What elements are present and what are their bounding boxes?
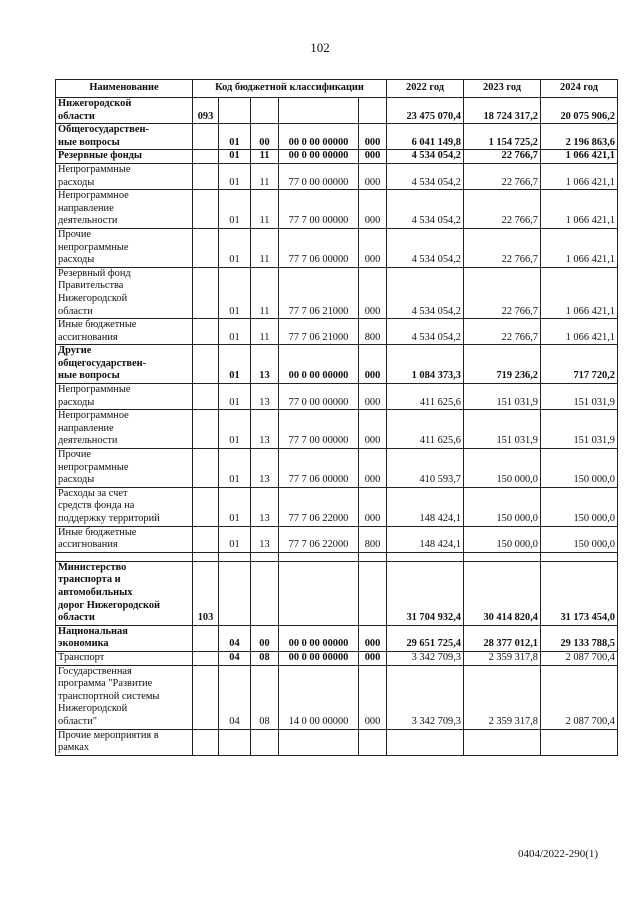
cell-subsection: 13: [251, 345, 279, 384]
cell-target-article: [279, 561, 359, 625]
cell-2024: 150 000,0: [541, 449, 618, 488]
cell-name-line: Государственная: [58, 665, 132, 677]
cell-name-line: Резервный фонд: [58, 267, 131, 279]
cell-subsection: [251, 729, 279, 755]
cell-target-article: [279, 729, 359, 755]
table-row: [56, 665, 618, 729]
cell-2023: 18 724 317,2: [464, 98, 541, 124]
cell-name-line: поддержку территорий: [58, 513, 160, 524]
cell-name-line: Непрограммные: [58, 163, 131, 175]
cell-name: [56, 526, 193, 552]
cell-name-line: непрограммные: [58, 241, 129, 253]
cell-name-line: Расходы за счет: [58, 487, 128, 499]
cell-section: 01: [219, 410, 251, 449]
cell-2022: 23 475 070,4: [387, 98, 464, 124]
cell-expense-type: [359, 552, 387, 561]
cell-expense-type: 000: [359, 190, 387, 229]
table-row: [56, 267, 618, 318]
cell-name: [56, 552, 193, 561]
table-row: [56, 150, 618, 164]
cell-target-article: 00 0 00 00000: [279, 651, 359, 665]
cell-ministry-code: [193, 345, 219, 384]
cell-section: 01: [219, 124, 251, 150]
cell-2022: 1 084 373,3: [387, 345, 464, 384]
table-row: [56, 449, 618, 488]
cell-name-line: Правительства: [58, 280, 124, 292]
cell-expense-type: 000: [359, 449, 387, 488]
cell-target-article: 77 0 00 00000: [279, 384, 359, 410]
cell-2023: 151 031,9: [464, 384, 541, 410]
cell-2023: 2 359 317,8: [464, 651, 541, 665]
cell-name-line: Общегосударствен-: [58, 124, 149, 136]
cell-expense-type: 000: [359, 651, 387, 665]
cell-section: 01: [219, 150, 251, 164]
cell-ministry-code: [193, 384, 219, 410]
cell-ministry-code: [193, 267, 219, 318]
table-row: [56, 410, 618, 449]
cell-2024: 151 031,9: [541, 384, 618, 410]
cell-ministry-code: [193, 150, 219, 164]
cell-subsection: 00: [251, 625, 279, 651]
cell-2023: 22 766,7: [464, 267, 541, 318]
table-row: [56, 526, 618, 552]
cell-name-line: расходы: [58, 474, 95, 486]
cell-name: [56, 729, 193, 755]
cell-section: [219, 729, 251, 755]
cell-2024: 717 720,2: [541, 345, 618, 384]
cell-section: 01: [219, 190, 251, 229]
cell-subsection: 11: [251, 163, 279, 189]
header-2022: 2022 год: [387, 80, 464, 98]
cell-ministry-code: [193, 487, 219, 526]
cell-2023: [464, 552, 541, 561]
cell-name: [56, 319, 193, 345]
table-row: [56, 124, 618, 150]
cell-name-line: дорог Нижегородской: [58, 599, 161, 611]
cell-2024: 1 066 421,1: [541, 319, 618, 345]
cell-2024: 151 031,9: [541, 410, 618, 449]
budget-table: [55, 79, 618, 756]
cell-ministry-code: [193, 665, 219, 729]
cell-name-line: Прочие мероприятия в: [58, 729, 159, 741]
page-number: 102: [310, 40, 330, 55]
cell-name-line: непрограммные: [58, 461, 129, 473]
cell-target-article: 77 7 06 00000: [279, 449, 359, 488]
table-row: [56, 561, 618, 625]
cell-expense-type: 000: [359, 384, 387, 410]
cell-subsection: 11: [251, 267, 279, 318]
cell-name-line: Прочие: [58, 228, 92, 240]
cell-section: 01: [219, 345, 251, 384]
cell-subsection: 08: [251, 665, 279, 729]
cell-2023: 22 766,7: [464, 163, 541, 189]
header-classification: Код бюджетной классификации: [193, 80, 387, 98]
cell-name-line: Иные бюджетные: [58, 526, 137, 538]
cell-name: [56, 651, 193, 665]
cell-name-line: программа "Развитие: [58, 678, 153, 690]
cell-name: [56, 384, 193, 410]
cell-2022: 6 041 149,8: [387, 124, 464, 150]
cell-target-article: 77 7 06 00000: [279, 228, 359, 267]
table-row: [56, 228, 618, 267]
cell-target-article: [279, 98, 359, 124]
cell-2022: 29 651 725,4: [387, 625, 464, 651]
cell-section: 01: [219, 487, 251, 526]
cell-expense-type: [359, 729, 387, 755]
cell-name: [56, 124, 193, 150]
cell-name: [56, 190, 193, 229]
cell-target-article: 00 0 00 00000: [279, 625, 359, 651]
cell-name-line: Непрограммное: [58, 410, 129, 422]
cell-2022: 4 534 054,2: [387, 319, 464, 345]
cell-ministry-code: [193, 552, 219, 561]
cell-name-line: ассигнования: [58, 539, 118, 551]
cell-2022: 31 704 932,4: [387, 561, 464, 625]
cell-2024: 150 000,0: [541, 487, 618, 526]
cell-target-article: 77 7 06 21000: [279, 319, 359, 345]
cell-ministry-code: [193, 319, 219, 345]
table-row: [56, 651, 618, 665]
cell-name: [56, 487, 193, 526]
cell-target-article: 14 0 00 00000: [279, 665, 359, 729]
cell-2022: 3 342 709,3: [387, 651, 464, 665]
table-row: [56, 384, 618, 410]
cell-2022: 4 534 054,2: [387, 228, 464, 267]
cell-2023: 22 766,7: [464, 190, 541, 229]
cell-name-line: направление: [58, 422, 114, 434]
cell-name-line: расходы: [58, 176, 95, 188]
header-name: Наименование: [56, 80, 193, 98]
cell-subsection: 11: [251, 319, 279, 345]
cell-2023: 22 766,7: [464, 228, 541, 267]
cell-2023: 150 000,0: [464, 526, 541, 552]
cell-ministry-code: [193, 625, 219, 651]
cell-section: 01: [219, 526, 251, 552]
cell-name-line: Транспорт: [58, 651, 105, 663]
cell-name-line: Министерство: [58, 561, 127, 573]
cell-2023: 22 766,7: [464, 150, 541, 164]
cell-ministry-code: [193, 449, 219, 488]
cell-name-line: экономика: [58, 638, 109, 650]
cell-section: 01: [219, 319, 251, 345]
cell-subsection: 11: [251, 150, 279, 164]
cell-subsection: [251, 561, 279, 625]
cell-section: 01: [219, 267, 251, 318]
cell-name-line: направление: [58, 202, 114, 214]
cell-subsection: 13: [251, 526, 279, 552]
cell-ministry-code: [193, 526, 219, 552]
cell-section: 01: [219, 228, 251, 267]
cell-2024: 29 133 788,5: [541, 625, 618, 651]
cell-subsection: 08: [251, 651, 279, 665]
cell-name-line: ные вопросы: [58, 136, 120, 148]
cell-2022: 4 534 054,2: [387, 150, 464, 164]
cell-section: [219, 552, 251, 561]
cell-name-line: области": [58, 715, 97, 727]
cell-name-line: Резервные фонды: [58, 150, 143, 162]
cell-2024: 2 087 700,4: [541, 651, 618, 665]
cell-target-article: 77 7 06 21000: [279, 267, 359, 318]
cell-2022: 410 593,7: [387, 449, 464, 488]
cell-2022: 4 534 054,2: [387, 267, 464, 318]
cell-target-article: 00 0 00 00000: [279, 345, 359, 384]
table-row: [56, 487, 618, 526]
cell-expense-type: 800: [359, 526, 387, 552]
cell-section: 01: [219, 163, 251, 189]
cell-2022: 4 534 054,2: [387, 163, 464, 189]
cell-target-article: 77 0 00 00000: [279, 163, 359, 189]
cell-name-line: ные вопросы: [58, 370, 120, 382]
cell-subsection: 11: [251, 190, 279, 229]
cell-name: [56, 561, 193, 625]
cell-name: [56, 410, 193, 449]
cell-name-line: расходы: [58, 396, 95, 408]
cell-2023: 30 414 820,4: [464, 561, 541, 625]
cell-ministry-code: [193, 651, 219, 665]
cell-section: 01: [219, 384, 251, 410]
cell-2022: 148 424,1: [387, 487, 464, 526]
cell-2024: 1 066 421,1: [541, 150, 618, 164]
cell-name: [56, 98, 193, 124]
cell-2024: [541, 729, 618, 755]
cell-2022: 148 424,1: [387, 526, 464, 552]
table-row: [56, 98, 618, 124]
cell-2023: 1 154 725,2: [464, 124, 541, 150]
cell-name-line: автомобильных: [58, 586, 133, 598]
cell-name: [56, 625, 193, 651]
footer-document-code: 0404/2022-290(1): [518, 848, 599, 860]
cell-section: 04: [219, 665, 251, 729]
table-row: [56, 345, 618, 384]
cell-2024: 1 066 421,1: [541, 267, 618, 318]
cell-name-line: транспорта и: [58, 574, 121, 586]
cell-expense-type: 000: [359, 410, 387, 449]
cell-2023: 150 000,0: [464, 449, 541, 488]
cell-name-line: расходы: [58, 254, 95, 266]
cell-ministry-code: [193, 124, 219, 150]
cell-2022: 4 534 054,2: [387, 190, 464, 229]
cell-target-article: 77 7 00 00000: [279, 190, 359, 229]
cell-2023: 150 000,0: [464, 487, 541, 526]
cell-2023: 2 359 317,8: [464, 665, 541, 729]
cell-section: 04: [219, 651, 251, 665]
cell-2022: 411 625,6: [387, 384, 464, 410]
cell-ministry-code: [193, 729, 219, 755]
cell-subsection: [251, 98, 279, 124]
cell-2024: 20 075 906,2: [541, 98, 618, 124]
table-body: [56, 98, 618, 756]
cell-2024: 150 000,0: [541, 526, 618, 552]
cell-name-line: Непрограммное: [58, 190, 129, 202]
header-2023: 2023 год: [464, 80, 541, 98]
cell-subsection: [251, 552, 279, 561]
cell-section: 04: [219, 625, 251, 651]
cell-expense-type: 800: [359, 319, 387, 345]
cell-2024: 1 066 421,1: [541, 228, 618, 267]
cell-subsection: 13: [251, 449, 279, 488]
cell-expense-type: 000: [359, 625, 387, 651]
header-2024: 2024 год: [541, 80, 618, 98]
cell-2024: 2 087 700,4: [541, 665, 618, 729]
cell-2023: 151 031,9: [464, 410, 541, 449]
cell-name: [56, 163, 193, 189]
cell-2023: 719 236,2: [464, 345, 541, 384]
cell-name-line: Нижегородской: [58, 98, 132, 109]
cell-section: 01: [219, 449, 251, 488]
cell-name: [56, 150, 193, 164]
cell-name: [56, 665, 193, 729]
cell-name-line: Нижегородской: [58, 703, 128, 715]
cell-ministry-code: [193, 190, 219, 229]
cell-expense-type: 000: [359, 150, 387, 164]
cell-name-line: области: [58, 305, 93, 317]
cell-2024: [541, 552, 618, 561]
cell-name-line: Национальная: [58, 625, 128, 637]
cell-2022: [387, 552, 464, 561]
cell-2024: 31 173 454,0: [541, 561, 618, 625]
cell-2023: 28 377 012,1: [464, 625, 541, 651]
cell-name: [56, 345, 193, 384]
cell-expense-type: 000: [359, 124, 387, 150]
table-row: [56, 729, 618, 755]
cell-name-line: средств фонда на: [58, 500, 135, 512]
cell-expense-type: [359, 561, 387, 625]
cell-ministry-code: [193, 228, 219, 267]
cell-section: [219, 561, 251, 625]
cell-name-line: рамках: [58, 742, 90, 754]
cell-ministry-code: [193, 410, 219, 449]
cell-name-line: транспортной системы: [58, 690, 160, 702]
cell-2023: 22 766,7: [464, 319, 541, 345]
table-row: [56, 163, 618, 189]
cell-name-line: общегосударствен-: [58, 357, 147, 369]
cell-expense-type: 000: [359, 487, 387, 526]
cell-name: [56, 228, 193, 267]
cell-subsection: 11: [251, 228, 279, 267]
cell-target-article: 77 7 06 22000: [279, 526, 359, 552]
cell-name-line: Другие: [58, 345, 92, 357]
table-row: [56, 190, 618, 229]
cell-2022: 3 342 709,3: [387, 665, 464, 729]
cell-ministry-code: [193, 163, 219, 189]
cell-name-line: Прочие: [58, 449, 92, 461]
cell-target-article: 77 7 00 00000: [279, 410, 359, 449]
cell-target-article: 77 7 06 22000: [279, 487, 359, 526]
cell-name-line: Непрограммные: [58, 384, 131, 396]
cell-expense-type: 000: [359, 163, 387, 189]
cell-2024: 2 196 863,6: [541, 124, 618, 150]
cell-subsection: 00: [251, 124, 279, 150]
cell-name-line: области: [58, 110, 95, 122]
cell-2024: 1 066 421,1: [541, 190, 618, 229]
cell-expense-type: 000: [359, 665, 387, 729]
cell-expense-type: 000: [359, 345, 387, 384]
cell-name-line: ассигнования: [58, 331, 118, 343]
table-row: [56, 319, 618, 345]
table-row: [56, 625, 618, 651]
cell-2022: [387, 729, 464, 755]
cell-subsection: 13: [251, 384, 279, 410]
cell-ministry-code: 093: [193, 98, 219, 124]
cell-name: [56, 449, 193, 488]
cell-expense-type: 000: [359, 228, 387, 267]
cell-name-line: деятельности: [58, 215, 118, 227]
cell-2022: 411 625,6: [387, 410, 464, 449]
cell-target-article: 00 0 00 00000: [279, 124, 359, 150]
cell-section: [219, 98, 251, 124]
cell-target-article: [279, 552, 359, 561]
cell-name: [56, 267, 193, 318]
cell-expense-type: [359, 98, 387, 124]
table-row: [56, 552, 618, 561]
cell-2023: [464, 729, 541, 755]
cell-expense-type: 000: [359, 267, 387, 318]
cell-subsection: 13: [251, 487, 279, 526]
cell-subsection: 13: [251, 410, 279, 449]
table-header-row: [56, 80, 618, 98]
cell-name-line: деятельности: [58, 435, 118, 447]
cell-name-line: области: [58, 612, 95, 624]
cell-name-line: Иные бюджетные: [58, 319, 137, 331]
cell-name-line: Нижегородской: [58, 292, 128, 304]
cell-target-article: 00 0 00 00000: [279, 150, 359, 164]
cell-2024: 1 066 421,1: [541, 163, 618, 189]
cell-ministry-code: 103: [193, 561, 219, 625]
